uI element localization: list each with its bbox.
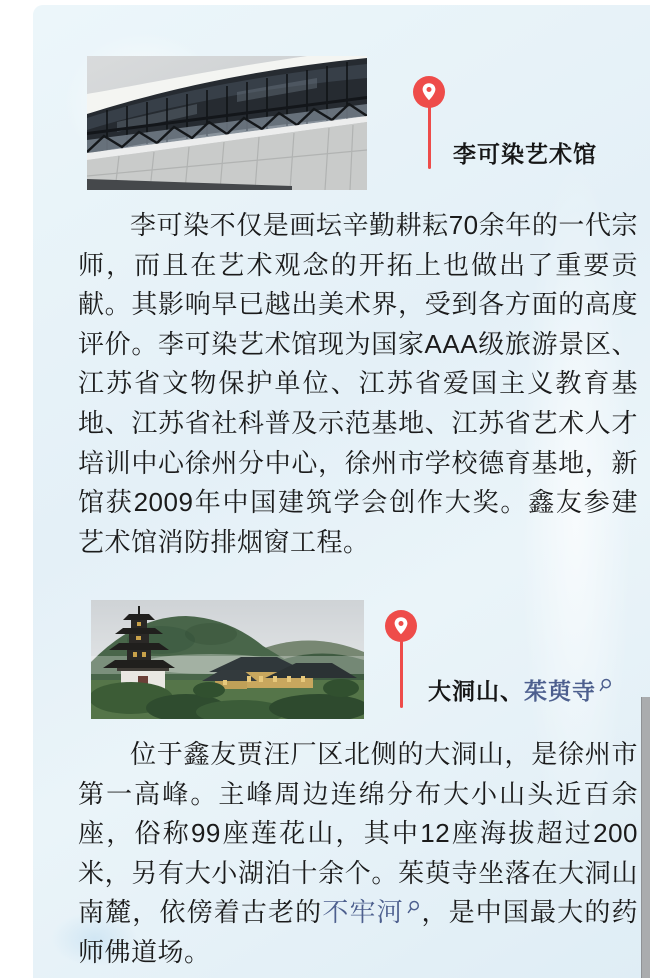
section-title-li-keran-text: 李可染艺术馆	[453, 141, 597, 167]
temple-landscape-illustration	[91, 600, 364, 719]
map-pin-icon	[385, 610, 417, 642]
section-title-dadongshan-prefix: 大洞山、	[428, 678, 524, 704]
map-pin-icon	[413, 76, 445, 108]
link-bulao-river[interactable]: 不牢河	[322, 897, 404, 928]
location-pin-icon	[385, 610, 417, 708]
paragraph-dadongshan-text-before: 位于鑫友贾汪厂区北侧的大洞山，是徐州市第一高峰。主峰周边连绵分布大小山头近百余座，俗称99座莲花山，其中12座海拔超过200米，另有大小湖泊十余个。茱萸寺坐落在大洞山南麓，依傍着古老的	[78, 739, 638, 928]
scrollbar-thumb[interactable]	[641, 697, 650, 978]
section-title-li-keran	[453, 141, 597, 167]
location-pin-icon	[413, 76, 445, 169]
temple-mountain-photo[interactable]	[91, 600, 364, 719]
paragraph-dadongshan-text-after: ，是中国最大的药师佛道场。	[78, 897, 638, 967]
pin-stem-line	[428, 106, 431, 169]
pin-stem-line	[400, 640, 403, 708]
section-title-dadongshan	[428, 678, 613, 704]
search-icon[interactable]	[406, 900, 421, 915]
paragraph-dadongshan	[78, 735, 638, 973]
building-facade-photo[interactable]	[87, 56, 367, 190]
content-card	[33, 5, 650, 978]
paragraph-li-keran: 李可染不仅是画坛辛勤耕耘70余年的一代宗师，而且在艺术观念的开拓上也做出了重要贡献。其影响早已越出美术界，受到各方面的高度评价。李可染艺术馆现为国家AAA级旅游景区、江苏省文物保护单位、江苏省爱国主义教育基地、江苏省社科普及示范基地、江苏省艺术人才培训中心徐州分中心，徐州市学校德育基地，新馆获2009年中国建筑学会创作大奖。鑫友参建艺术馆消防排烟窗工程。	[78, 210, 638, 557]
building-facade-illustration	[87, 56, 367, 190]
link-zhuyu-temple[interactable]: 茱萸寺	[524, 678, 596, 704]
search-icon[interactable]	[598, 678, 613, 693]
